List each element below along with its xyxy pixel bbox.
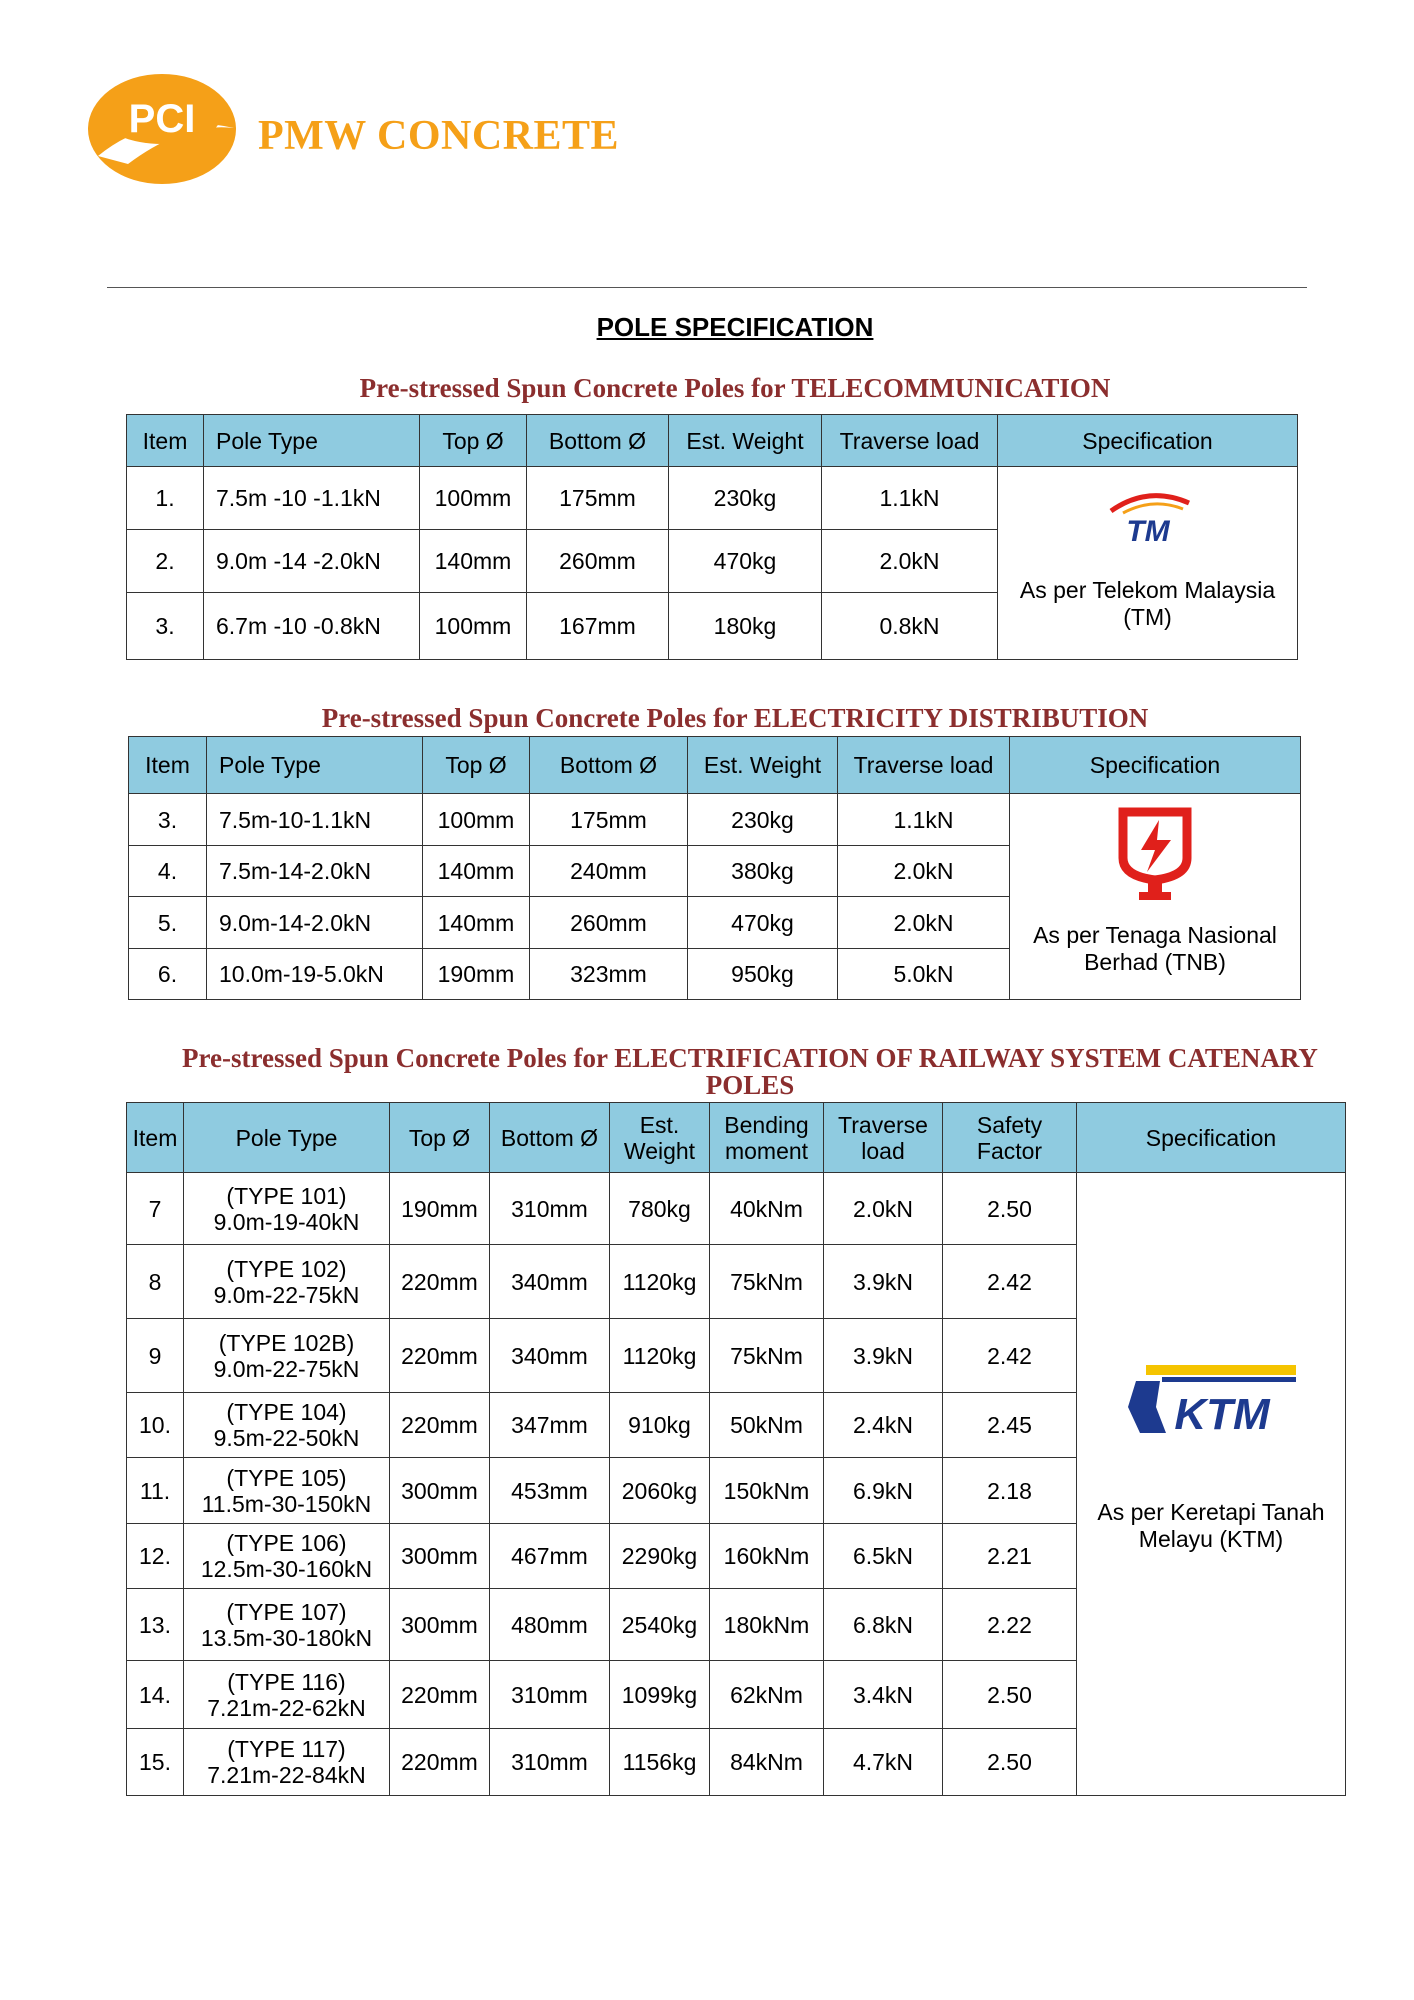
cell: 11. [127,1458,184,1524]
cell: 2540kg [610,1589,710,1661]
cell: 6. [129,949,207,1000]
cell: 2.50 [943,1173,1077,1245]
table-row [127,467,1298,530]
cell: 470kg [688,897,838,949]
cell: 347mm [490,1393,610,1458]
pole-type-cell [184,1319,390,1393]
cell: 3. [129,794,207,846]
cell: 2.22 [943,1589,1077,1661]
pole-type-spec: 12.5m-30-160kN [200,1556,373,1582]
cell: 2.0kN [838,897,1010,949]
cell: 1.1kN [822,467,998,530]
table-header-row [129,737,1301,794]
page-title: POLE SPECIFICATION [596,312,874,342]
column-header: Pole Type [184,1103,390,1173]
cell: 50kNm [710,1393,824,1458]
cell: 310mm [490,1173,610,1245]
cell: 3.9kN [824,1245,943,1319]
pole-type-cell [184,1173,390,1245]
cell: 140mm [423,897,530,949]
cell: 140mm [423,846,530,897]
cell: 340mm [490,1319,610,1393]
pole-type-code: (TYPE 102) [226,1255,347,1282]
cell: 10. [127,1393,184,1458]
cell: 2.4kN [824,1393,943,1458]
cell: 220mm [390,1729,490,1796]
cell: 150kNm [710,1458,824,1524]
table-row [127,1173,1346,1245]
column-header: Top Ø [423,737,530,794]
cell: 2.21 [943,1524,1077,1589]
cell: 190mm [390,1173,490,1245]
section-title-railway [0,1045,1414,1099]
telecom-table [126,414,1298,660]
cell: 1120kg [610,1245,710,1319]
column-header: Bottom Ø [530,737,688,794]
cell: 260mm [530,897,688,949]
pole-type-code: (TYPE 102B) [218,1329,355,1356]
cell: 4.7kN [824,1729,943,1796]
cell: 2.0kN [838,846,1010,897]
cell: 2.45 [943,1393,1077,1458]
cell: 175mm [527,467,669,530]
column-header: Est. Weight [610,1103,710,1173]
tm-logo-text: TM [1125,515,1170,548]
pole-type-code: (TYPE 106) [226,1530,347,1556]
cell: 2. [127,530,204,593]
pole-type-spec: 13.5m-30-180kN [200,1624,373,1651]
column-header: Item [127,415,204,467]
cell: 15. [127,1729,184,1796]
column-header: Pole Type [207,737,423,794]
pole-type-spec: 9.0m-22-75kN [213,1281,360,1308]
cell: 1156kg [610,1729,710,1796]
pole-type-code: (TYPE 107) [226,1598,347,1625]
tnb-logo-icon [1115,806,1195,906]
cell: 100mm [420,593,527,660]
cell: 1. [127,467,204,530]
column-header: Traverse load [824,1103,943,1173]
table-header-row [127,1103,1346,1173]
section-title-telecom: Pre-stressed Spun Concrete Poles for TELECOMMUNICATION [359,373,1111,403]
cell: 220mm [390,1393,490,1458]
table-row [129,794,1301,846]
column-header: Specification [998,415,1298,467]
pole-type-spec: 9.0m-22-75kN [213,1355,360,1382]
cell: 2.42 [943,1245,1077,1319]
cell: 340mm [490,1245,610,1319]
cell: 5.0kN [838,949,1010,1000]
table-header-row [127,415,1298,467]
cell: 167mm [527,593,669,660]
pole-type-cell [184,1458,390,1524]
cell: 300mm [390,1458,490,1524]
cell: 310mm [490,1661,610,1729]
cell: 9 [127,1319,184,1393]
pole-type-code: (TYPE 104) [226,1399,347,1425]
specification-text: As per Keretapi Tanah Melayu (KTM) [1097,1499,1325,1552]
pole-type-code: (TYPE 105) [226,1464,347,1491]
cell: 12. [127,1524,184,1589]
cell: 230kg [688,794,838,846]
cell: 7.5m-10-1.1kN [207,794,423,846]
cell: 140mm [420,530,527,593]
cell: 470kg [669,530,822,593]
cell: 1099kg [610,1661,710,1729]
cell: 75kNm [710,1319,824,1393]
cell: 950kg [688,949,838,1000]
cell: 100mm [423,794,530,846]
cell: 160kNm [710,1524,824,1589]
pole-type-cell [184,1729,390,1796]
cell: 2.42 [943,1319,1077,1393]
cell: 7.5m -10 -1.1kN [204,467,420,530]
pole-type-spec: 7.21m-22-62kN [207,1694,366,1721]
pole-type-cell [184,1661,390,1729]
cell: 1120kg [610,1319,710,1393]
column-header: Bending moment [710,1103,824,1173]
cell: 10.0m-19-5.0kN [207,949,423,1000]
pole-type-cell [184,1524,390,1589]
column-header: Bottom Ø [490,1103,610,1173]
cell: 220mm [390,1661,490,1729]
cell: 1.1kN [838,794,1010,846]
cell: 260mm [527,530,669,593]
cell: 5. [129,897,207,949]
header-divider [107,287,1307,288]
cell: 220mm [390,1245,490,1319]
cell: 13. [127,1589,184,1661]
company-name: PMW CONCRETE [258,113,620,159]
pole-type-spec: 9.5m-22-50kN [213,1425,360,1451]
cell: 230kg [669,467,822,530]
pole-type-code: (TYPE 117) [227,1736,346,1762]
column-header: Top Ø [390,1103,490,1173]
specification-text: As per Tenaga Nasional Berhad (TNB) [1033,922,1277,975]
cell: 6.7m -10 -0.8kN [204,593,420,660]
cell: 75kNm [710,1245,824,1319]
ktm-logo-text: KTM [1174,1390,1270,1439]
cell: 40kNm [710,1173,824,1245]
pole-type-code: (TYPE 101) [226,1182,347,1209]
cell: 3. [127,593,204,660]
cell: 780kg [610,1173,710,1245]
cell: 84kNm [710,1729,824,1796]
specification-cell [998,467,1298,660]
logo-text: PCI [128,97,196,141]
specification-cell [1077,1173,1346,1796]
column-header: Safety Factor [943,1103,1077,1173]
column-header: Pole Type [204,415,420,467]
cell: 910kg [610,1393,710,1458]
electricity-table [128,736,1301,1000]
cell: 100mm [420,467,527,530]
column-header: Item [129,737,207,794]
section-title-electricity: Pre-stressed Spun Concrete Poles for ELECTRICITY DISTRIBUTION [321,703,1149,733]
cell: 2.0kN [824,1173,943,1245]
cell: 2.50 [943,1729,1077,1796]
cell: 6.9kN [824,1458,943,1524]
tm-logo-icon [1093,489,1203,551]
cell: 3.9kN [824,1319,943,1393]
cell: 300mm [390,1524,490,1589]
pci-logo-icon [84,70,240,188]
cell: 7.5m-14-2.0kN [207,846,423,897]
pole-type-spec: 9.0m-19-40kN [213,1208,360,1235]
cell: 453mm [490,1458,610,1524]
cell: 220mm [390,1319,490,1393]
cell: 480mm [490,1589,610,1661]
railway-table [126,1102,1346,1796]
column-header: Est. Weight [688,737,838,794]
pole-type-spec: 7.21m-22-84kN [207,1762,366,1788]
column-header: Item [127,1103,184,1173]
pole-type-cell [184,1245,390,1319]
cell: 467mm [490,1524,610,1589]
cell: 240mm [530,846,688,897]
cell: 2290kg [610,1524,710,1589]
section-title-line: POLES [705,1070,795,1100]
cell: 2060kg [610,1458,710,1524]
specification-cell [1010,794,1301,1000]
column-header: Traverse load [822,415,998,467]
cell: 310mm [490,1729,610,1796]
ktm-logo-icon [1126,1363,1296,1443]
column-header: Bottom Ø [527,415,669,467]
cell: 6.5kN [824,1524,943,1589]
column-header: Top Ø [420,415,527,467]
column-header: Specification [1010,737,1301,794]
cell: 6.8kN [824,1589,943,1661]
cell: 2.18 [943,1458,1077,1524]
cell: 190mm [423,949,530,1000]
column-header: Traverse load [838,737,1010,794]
section-title-line: Pre-stressed Spun Concrete Poles for ELECTRIFICATION OF RAILWAY SYSTEM CATENARY [182,1043,1318,1073]
cell: 2.0kN [822,530,998,593]
pole-type-spec: 11.5m-30-150kN [201,1490,372,1517]
cell: 7 [127,1173,184,1245]
specification-text: As per Telekom Malaysia (TM) [1019,577,1276,630]
pole-type-cell [184,1393,390,1458]
column-header: Est. Weight [669,415,822,467]
cell: 4. [129,846,207,897]
cell: 9.0m-14-2.0kN [207,897,423,949]
cell: 0.8kN [822,593,998,660]
cell: 180kg [669,593,822,660]
column-header: Specification [1077,1103,1346,1173]
pole-type-code: (TYPE 116) [227,1668,346,1695]
cell: 8 [127,1245,184,1319]
cell: 180kNm [710,1589,824,1661]
cell: 3.4kN [824,1661,943,1729]
cell: 9.0m -14 -2.0kN [204,530,420,593]
pole-type-cell [184,1589,390,1661]
cell: 300mm [390,1589,490,1661]
cell: 2.50 [943,1661,1077,1729]
cell: 323mm [530,949,688,1000]
cell: 14. [127,1661,184,1729]
cell: 62kNm [710,1661,824,1729]
cell: 175mm [530,794,688,846]
cell: 380kg [688,846,838,897]
